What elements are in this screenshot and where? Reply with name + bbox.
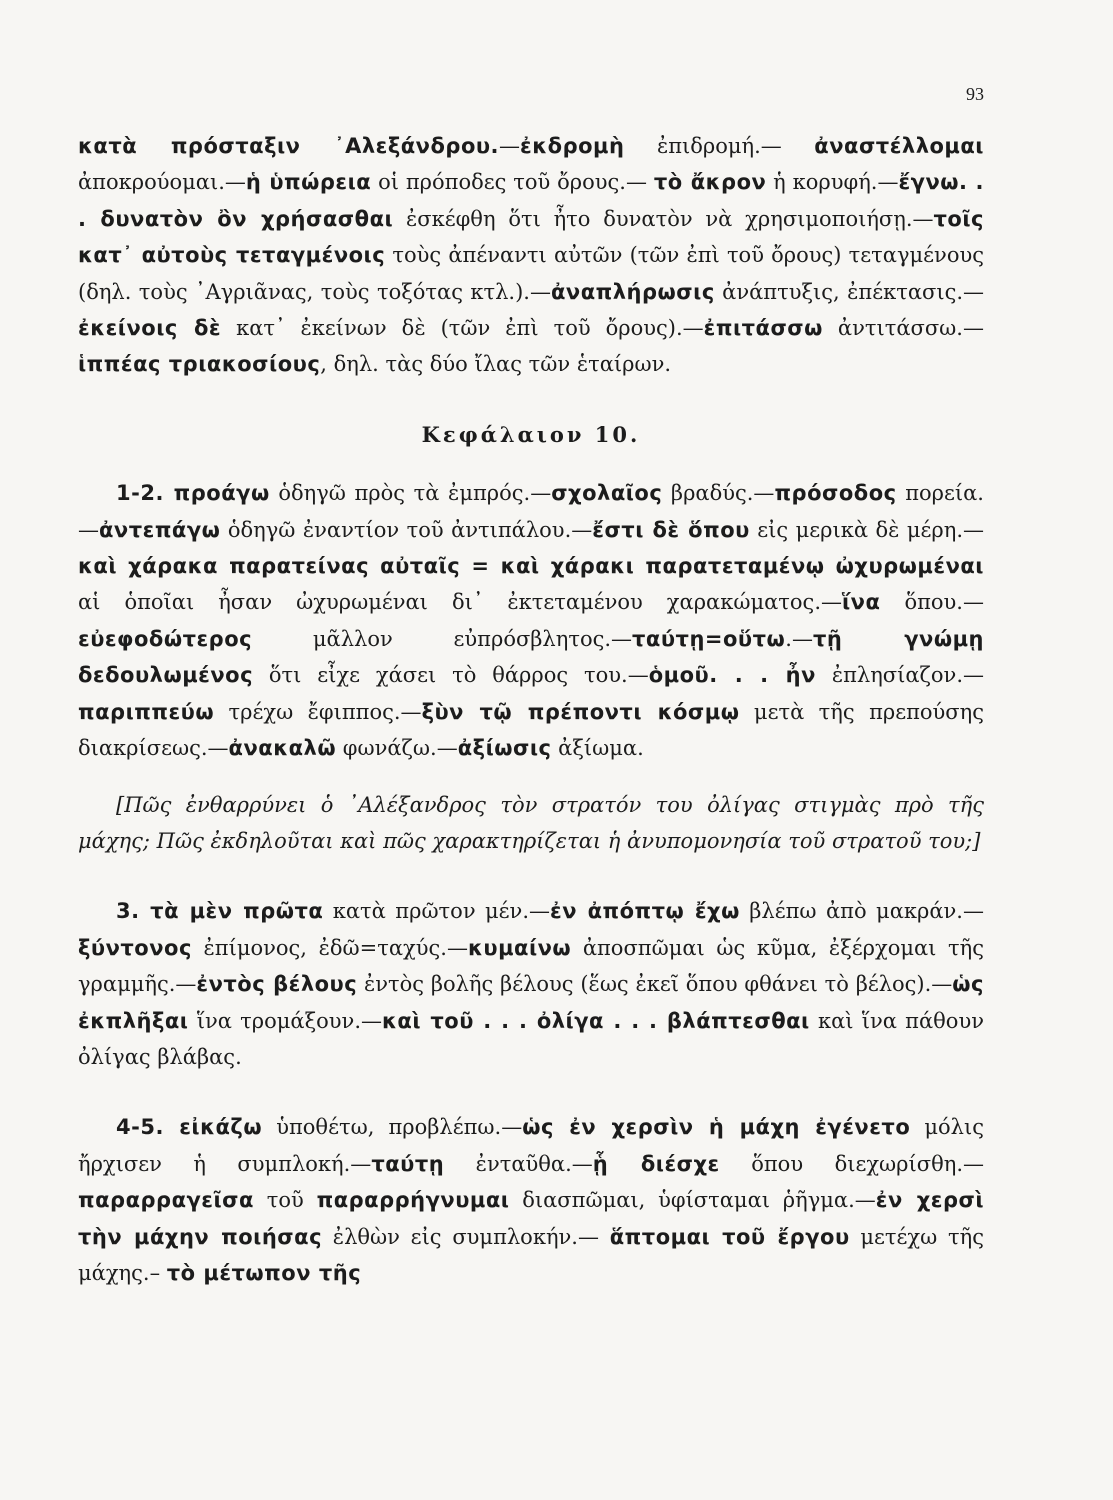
gloss: ὁδηγῶ πρὸς τὰ ἐμπρός.— (269, 481, 552, 506)
lemma: 1-2. προάγω (116, 481, 270, 506)
lemma: τῇ γνώμῃ δεδουλωμένος (78, 626, 984, 688)
gloss: ἵνα τρομάξουν.— (188, 1008, 382, 1033)
gloss: ἀποκρούομαι.— (78, 170, 246, 195)
lemma: ξύντονος (78, 935, 192, 960)
lemma: ἐκείνοις δὲ (78, 316, 222, 341)
lemma: ὡς ἐν χερσὶν ἡ μάχη ἐγένετο (522, 1115, 911, 1140)
page-number: 93 (966, 84, 984, 104)
lemma: κατὰ πρόσταξιν ᾿Αλεξάνδρου. (78, 134, 500, 158)
lemma: ἡ ὑπώρεια (245, 170, 372, 195)
gloss: , δηλ. τὰς δύο ἴλας τῶν ἑταίρων. (320, 352, 672, 377)
gloss: τοῦ (253, 1188, 317, 1213)
lemma: ταύτῃ=οὕτω (632, 626, 786, 651)
gloss: μᾶλλον εὐπρόσβλητος.— (252, 626, 633, 651)
lemma: σχολαῖος (551, 481, 663, 506)
lemma: πρόσοδος (774, 481, 897, 506)
gloss: βλέπω ἀπὸ μακράν.— (739, 899, 984, 924)
lemma: ἐκδρομὴ (520, 134, 625, 158)
lemma: ταύτῃ (371, 1151, 445, 1176)
lemma: τὸ μέτωπον τῆς (166, 1260, 362, 1285)
gloss: οἱ πρόποδες τοῦ ὄρους.— (371, 170, 654, 195)
gloss: ἡ κορυφή.— (766, 170, 899, 195)
lemma: ἐν ἀπόπτῳ ἔχω (550, 899, 740, 924)
gloss: μετὰ τῆς πρεπούσης διακρίσεως.— (78, 699, 984, 761)
gloss: αἱ ὁποῖαι ἦσαν ὠχυρωμέναι δι᾿ ἐκτεταμένου χαρακώματος.— (78, 590, 842, 615)
lemma: 3. τὰ μὲν πρῶτα (116, 899, 324, 924)
gloss: τοὺς ἀπέναντι αὐτῶν (τῶν ἐπὶ τοῦ ὄρους) τεταγμένους (δηλ. τοὺς ᾿Αγριᾶνας, τοὺς τοξότας κτλ.).— (78, 243, 984, 304)
gloss: καὶ ἵνα πάθουν ὀλίγας βλάβας. (78, 1008, 984, 1069)
chapter-heading: Κεφάλαιον 10. (421, 421, 641, 447)
gloss: ὅπου διεχωρίσθη.— (719, 1151, 984, 1176)
lemma: ἅπτομαι τοῦ ἔργου (609, 1224, 850, 1249)
gloss: ἐπλησίαζον.— (815, 663, 984, 688)
lemma: εὐεφοδώτερος (78, 626, 253, 651)
lemma: ἀνακαλῶ (228, 736, 337, 761)
gloss: ἐνταῦθα.— (444, 1151, 593, 1176)
paragraph-section-4-5 (78, 1109, 984, 1291)
lemma: ἱππέας τριακοσίους (78, 352, 321, 377)
lemma: ἵνα (842, 590, 881, 615)
paragraph-section-1-2 (78, 475, 984, 766)
gloss: εἰς μερικὰ δὲ μέρη.— (749, 517, 985, 542)
lemma: κυμαίνω (467, 935, 572, 960)
gloss: — (499, 134, 521, 158)
gloss: ἀντιτάσσω.— (822, 316, 984, 341)
gloss: ὁδηγῶ ἐναντίον τοῦ ἀντιπάλου.— (220, 517, 593, 542)
gloss: ὅτι εἶχε χάσει τὸ θάρρος του.— (253, 663, 649, 688)
lemma: καὶ χάρακα παρατείνας αὐταῖς = καὶ χάρακι παρατεταμένῳ ὠχυρωμέναι (78, 554, 984, 579)
lemma: ἀντεπάγω (99, 517, 221, 542)
paragraph-section-3 (78, 893, 984, 1075)
gloss: ὑποθέτω, προβλέπω.— (262, 1115, 523, 1140)
gloss: διασπῶμαι, ὑφίσταμαι ῥῆγμα.— (509, 1188, 876, 1213)
gloss: τρέχω ἔφιππος.— (214, 699, 422, 724)
lemma: ἀναστέλλομαι (814, 134, 984, 158)
lemma: ᾗ διέσχε (592, 1151, 720, 1176)
gloss: κατ᾿ ἐκείνων δὲ (τῶν ἐπὶ τοῦ ὄρους).— (221, 316, 704, 341)
lemma: τοῖς κατ᾿ αὐτοὺς τεταγμένοις (78, 206, 984, 268)
lemma: ἀξίωσις (457, 736, 552, 761)
gloss: πορεία.— (78, 481, 984, 542)
gloss: ἐπίμονος, ἐδῶ=ταχύς.— (191, 935, 468, 960)
lemma: 4-5. εἰκάζω (116, 1115, 263, 1140)
gloss: φωνάζω.— (336, 736, 458, 761)
gloss: ἐπιδρομή.— (624, 134, 815, 158)
gloss: κατὰ πρῶτον μέν.— (323, 899, 550, 924)
study-question: [Πῶς ἐνθαρρύνει ὁ ᾿Αλέξανδρος τὸν στρατόν του ὀλίγας στιγμὰς πρὸ τῆς μάχης; Πῶς ἐκδηλοῦται καὶ πῶς χαρακτηρίζεται ἡ ἀνυπομονησία τοῦ στρατοῦ του;] (78, 792, 984, 853)
lemma: ἐν χερσὶ τὴν μάχην ποιήσας (78, 1188, 985, 1249)
gloss: ἐντὸς βολῆς βέλους (ἕως ἐκεῖ ὅπου φθάνει τὸ βέλος).— (357, 972, 953, 997)
lemma: ἐντὸς βέλους (196, 972, 358, 997)
gloss: ἀξίωμα. (551, 736, 644, 761)
lemma: ἀναπλήρωσις (550, 279, 715, 304)
lemma: παραρρήγνυμαι (316, 1188, 510, 1213)
gloss: μόλις ἤρχισεν ἡ συμπλοκή.— (78, 1115, 984, 1176)
lemma: ἐπιτάσσω (703, 316, 823, 341)
gloss: ἐλθὼν εἰς συμπλοκήν.— (322, 1224, 610, 1249)
gloss: βραδύς.— (662, 481, 775, 506)
gloss: ὅπου.— (880, 590, 984, 615)
gloss: ἀνάπτυξις, ἐπέκτασις.— (714, 279, 985, 304)
gloss: ἀποσπῶμαι ὡς κῦμα, ἐξέρχομαι τῆς γραμμῆς.— (78, 935, 985, 997)
lemma: καὶ τοῦ . . . ὀλίγα . . . βλάπτεσθαι (382, 1008, 810, 1033)
gloss: μετέχω τῆς μάχης.– (78, 1224, 984, 1285)
paragraph-vocab-continued (78, 128, 984, 383)
page-body (78, 128, 984, 1291)
lemma: ἔστι δὲ ὅπου (592, 517, 750, 542)
lemma: ξὺν τῷ πρέποντι κόσμῳ (421, 699, 740, 724)
lemma: ὁμοῦ. . . ἦν (648, 663, 816, 688)
lemma: παραρραγεῖσα (78, 1188, 254, 1213)
lemma: παριππεύω (78, 699, 215, 724)
gloss: .— (785, 626, 813, 651)
gloss: ἐσκέφθη ὅτι ἦτο δυνατὸν νὰ χρησιμοποιήσῃ.— (393, 206, 934, 231)
lemma: ὡς ἐκπλῆξαι (78, 972, 984, 1033)
lemma: τὸ ἄκρον (653, 170, 767, 195)
lemma: ἔγνω. . . δυνατὸν ὂν χρήσασθαι (78, 170, 984, 231)
